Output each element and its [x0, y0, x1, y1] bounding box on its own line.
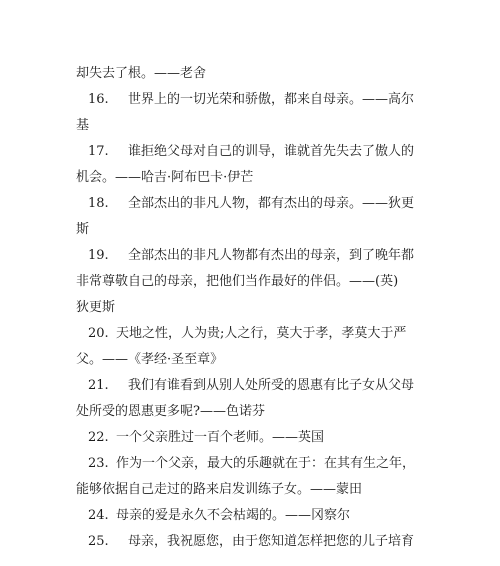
- text-line: [76, 478, 428, 502]
- quote-item: [76, 244, 428, 268]
- item-number: 20.: [88, 326, 109, 341]
- line-text: 处所受的恩惠更多呢?——色诺芬: [76, 404, 265, 419]
- quote-item: [76, 426, 428, 450]
- quote-item: [76, 452, 428, 476]
- item-number: 16.: [88, 92, 109, 107]
- line-text: 我们有谁看到从别人处所受的恩惠有比子女从父母: [128, 378, 415, 393]
- item-number: 19.: [88, 248, 109, 263]
- line-text: 作为一个父亲，最大的乐趣就在于：在其有生之年，: [116, 456, 416, 471]
- quote-item: [76, 530, 428, 554]
- item-number: 25.: [88, 534, 109, 549]
- line-text: 非常尊敬自己的母亲，把他们当作最好的伴侣。——(英): [76, 274, 399, 289]
- line-text: 世界上的一切光荣和骄傲，都来自母亲。——高尔: [128, 92, 415, 107]
- line-text: 机会。——哈吉·阿布巴卡·伊芒: [76, 170, 254, 185]
- line-text: 母亲的爱是永久不会枯竭的。——冈察尔: [116, 508, 351, 523]
- line-text: 却失去了根。——老舍: [76, 66, 207, 81]
- line-text: 母亲，我祝愿您，由于您知道怎样把您的儿子培育: [128, 534, 415, 549]
- item-number: 23.: [88, 456, 109, 471]
- text-line: [76, 296, 428, 320]
- line-text: 一个父亲胜过一百个老师。——英国: [116, 430, 325, 445]
- item-number: 22.: [88, 430, 109, 445]
- quote-item: [76, 322, 428, 346]
- item-number: 21.: [88, 378, 109, 393]
- text-line: [76, 348, 428, 372]
- quote-item: [76, 140, 428, 164]
- text-line: [76, 62, 428, 86]
- text-line: [76, 270, 428, 294]
- line-text: 谁拒绝父母对自己的训导，谁就首先失去了傲人的: [128, 144, 415, 159]
- text-line: [76, 166, 428, 190]
- item-number: 17.: [88, 144, 109, 159]
- line-text: 斯: [76, 222, 90, 237]
- line-text: 能够依据自己走过的路来启发训练子女。——蒙田: [76, 482, 363, 497]
- quote-list: [76, 62, 428, 556]
- quote-item: [76, 504, 428, 528]
- item-number: 24.: [88, 508, 109, 523]
- line-text: 基: [76, 118, 90, 133]
- line-text: 全部杰出的非凡人物，都有杰出的母亲。——狄更: [128, 196, 415, 211]
- text-line: [76, 400, 428, 424]
- line-text: 全部杰出的非凡人物都有杰出的母亲，到了晚年都: [128, 248, 415, 263]
- text-line: [76, 114, 428, 138]
- item-number: 18.: [88, 196, 109, 211]
- line-text: 父。——《孝经·圣至章》: [76, 352, 224, 367]
- quote-item: [76, 374, 428, 398]
- text-line: [76, 218, 428, 242]
- quote-item: [76, 88, 428, 112]
- line-text: 天地之性，人为贵;人之行，莫大于孝，孝莫大于严: [116, 326, 407, 341]
- line-text: 狄更斯: [76, 300, 116, 315]
- quote-item: [76, 192, 428, 216]
